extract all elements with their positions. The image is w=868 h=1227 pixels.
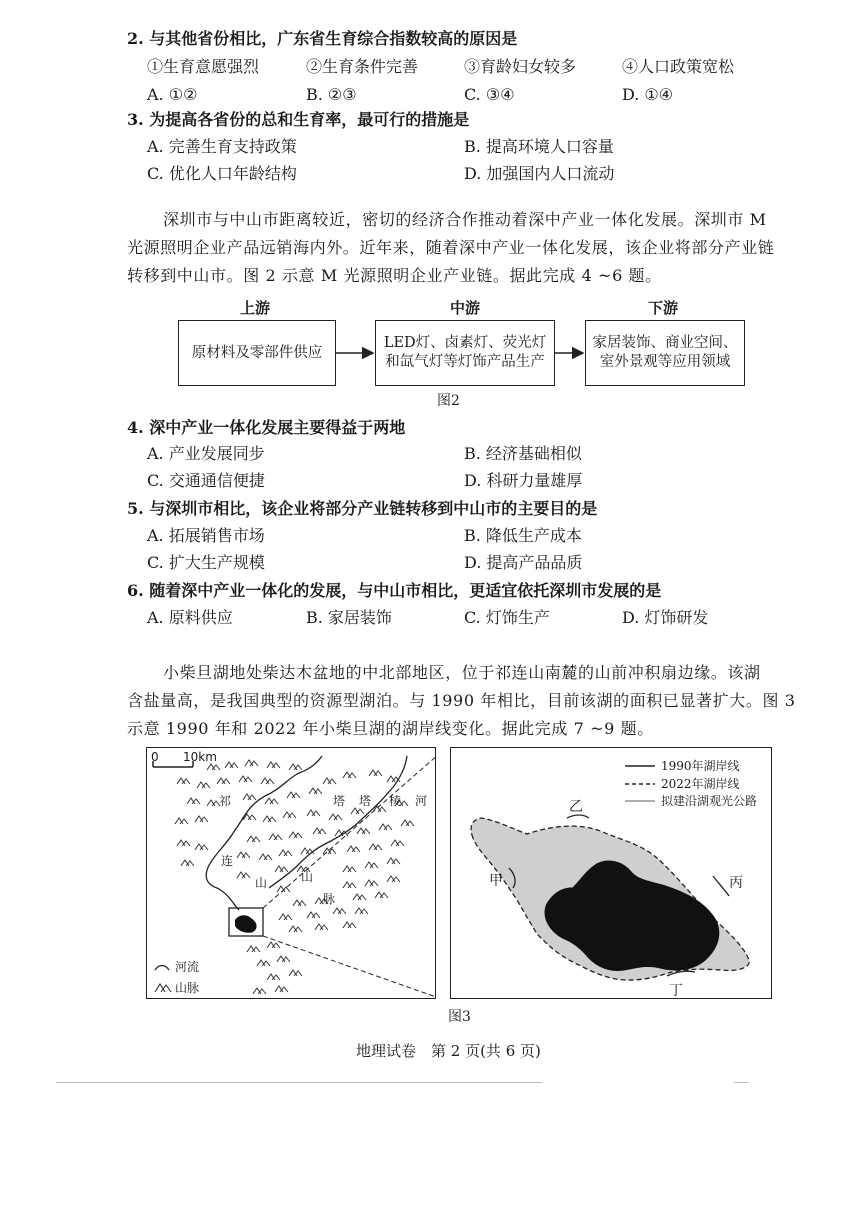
q4-option-d: D. 科研力量雄厚 — [464, 471, 583, 490]
legend-river-label: 河流 — [175, 960, 200, 974]
mountain-symbol — [315, 924, 328, 930]
mountain-symbol — [307, 810, 320, 816]
mountain-symbol — [313, 828, 326, 834]
mountain-symbol — [343, 772, 356, 778]
fig2-box-downstream-line1: 家居装饰、商业空间、 — [592, 335, 738, 351]
legend-road-label: 拟建沿湖观光公路 — [661, 794, 758, 808]
mountain-symbol — [365, 862, 378, 868]
mountain-symbol — [259, 854, 272, 860]
q2-stem: 2. 与其他省份相比，广东省生育综合指数较高的原因是 — [127, 29, 518, 48]
mountain-symbol — [333, 908, 346, 914]
mountain-symbol — [369, 770, 382, 776]
q6-option-b: B. 家居装饰 — [306, 608, 392, 627]
mountain-symbol — [225, 762, 238, 768]
mountain-symbol — [175, 818, 188, 824]
mountain-symbol — [309, 788, 322, 794]
q4-option-c: C. 交通通信便捷 — [147, 471, 265, 490]
map-char-leng: 棱 — [389, 794, 402, 808]
q4-stem: 4. 深中产业一体化发展主要得益于两地 — [127, 418, 406, 437]
mountain-symbol — [375, 892, 388, 898]
mountain-symbol — [237, 872, 250, 878]
passage2-line-1: 小柴旦湖地处柴达木盆地的中北部地区，位于祁连山南麓的山前冲积扇边缘。该湖 — [163, 663, 761, 682]
q3-option-d: D. 加强国内人口流动 — [464, 164, 615, 183]
passage2-line-3: 示意 1990 年和 2022 年小柴旦湖的湖岸线变化。据此完成 7 ~9 题。 — [127, 719, 654, 738]
mountain-symbol — [355, 908, 368, 914]
mountain-symbol — [187, 798, 200, 804]
mountain-symbol — [343, 882, 356, 888]
mountain-symbol — [287, 792, 300, 798]
mountain-symbol — [195, 816, 208, 822]
legend-river-symbol — [155, 966, 169, 971]
map-char-shan1: 山 — [255, 876, 268, 890]
mountain-symbol — [401, 820, 414, 826]
q2-item-1: ①生育意愿强烈 — [147, 57, 260, 76]
mountain-symbol — [217, 778, 230, 784]
q2-option-a: A. ①② — [147, 85, 198, 104]
legend-1990-label: 1990年湖岸线 — [661, 759, 740, 773]
map-char-he: 河 — [415, 794, 428, 808]
scale-label: 10km — [183, 750, 217, 764]
passage2-line-2: 含盐量高，是我国典型的资源型湖泊。与 1990 年相比，目前该湖的面积已显著扩大。图 3 — [127, 691, 796, 710]
fig2-box-upstream-text: 原材料及零部件供应 — [191, 344, 323, 361]
legend-mountain-symbol — [155, 984, 171, 992]
mountain-symbol — [267, 762, 280, 768]
q3-option-a: A. 完善生育支持政策 — [147, 137, 297, 156]
map-char-shan2: 山 — [301, 870, 314, 884]
q3-option-c: C. 优化人口年龄结构 — [147, 164, 297, 183]
loc-ding: 丁 — [669, 983, 683, 999]
mountain-symbol — [277, 886, 290, 892]
loc-bing: 丙 — [729, 875, 743, 891]
map-char-ta1: 塔 — [333, 794, 346, 808]
q6-option-d: D. 灯饰研发 — [622, 608, 709, 627]
q2-option-c: C. ③④ — [464, 85, 515, 104]
mountain-symbol — [243, 794, 256, 800]
q2-option-b: B. ②③ — [306, 85, 357, 104]
fig2-upstream-label: 上游 — [240, 299, 271, 317]
fig3-caption: 图3 — [448, 1009, 471, 1025]
q3-stem: 3. 为提高各省份的总和生育率，最可行的措施是 — [127, 110, 470, 129]
mountain-symbol — [379, 824, 392, 830]
map-char-lian: 连 — [221, 854, 234, 868]
q4-option-b: B. 经济基础相似 — [464, 444, 582, 463]
loc-yi: 乙 — [569, 799, 583, 815]
mountain-symbol — [323, 848, 336, 854]
mountain-symbol — [279, 850, 292, 856]
q6-option-c: C. 灯饰生产 — [464, 608, 550, 627]
q5-option-b: B. 降低生产成本 — [464, 526, 582, 545]
mountain-symbol — [307, 912, 320, 918]
fig2-box-midstream-line2: 和氙气灯等灯饰产品生产 — [385, 354, 545, 370]
mountain-symbol — [267, 942, 280, 948]
mountain-symbol — [275, 986, 288, 992]
footer-rule-right — [734, 1082, 748, 1083]
river-line-2 — [269, 756, 407, 888]
q2-item-2: ②生育条件完善 — [306, 57, 419, 76]
mountain-symbol — [347, 846, 360, 852]
mountain-symbol — [177, 778, 190, 784]
lake-small — [235, 915, 257, 933]
mountain-symbol — [267, 974, 280, 980]
mountain-symbol — [265, 798, 278, 804]
mountain-symbol — [239, 776, 252, 782]
legend-2022-label: 2022年湖岸线 — [661, 777, 740, 791]
mountain-symbol — [247, 836, 260, 842]
mountain-symbol — [343, 866, 356, 872]
q5-option-d: D. 提高产品品质 — [464, 553, 583, 572]
mountain-symbol — [357, 828, 370, 834]
mountain-symbol — [195, 844, 208, 850]
mountain-symbol — [323, 778, 336, 784]
page-footer: 地理试卷 第 2 页(共 6 页) — [356, 1042, 541, 1060]
mountain-symbol — [275, 866, 288, 872]
mountain-symbol — [197, 782, 210, 788]
q6-option-a: A. 原料供应 — [147, 608, 233, 627]
q5-option-c: C. 扩大生产规模 — [147, 553, 265, 572]
mountain-symbol — [247, 946, 260, 952]
q2-item-3: ③育龄妇女较多 — [464, 57, 577, 76]
fig2-box-downstream-line2: 室外景观等应用领域 — [599, 354, 731, 370]
mountain-symbol — [263, 816, 276, 822]
mountain-symbol — [277, 956, 290, 962]
mountain-symbol — [237, 852, 250, 858]
mountain-symbol — [365, 880, 378, 886]
map-char-ta2: 塔 — [359, 794, 372, 808]
q3-option-b: B. 提高环境人口容量 — [464, 137, 614, 156]
fig2-downstream-label: 下游 — [648, 299, 679, 317]
map-char-qi: 祁 — [219, 794, 232, 808]
mountain-symbol — [343, 922, 356, 928]
passage1-line-1: 深圳市与中山市距离较近，密切的经济合作推动着深中产业一体化发展。深圳市 M — [163, 210, 767, 229]
mountain-symbol — [369, 844, 382, 850]
mountain-symbols — [175, 760, 414, 994]
mountain-symbol — [177, 840, 190, 846]
mountain-symbol — [293, 900, 306, 906]
mountain-symbol — [261, 778, 274, 784]
loc-jia: 甲 — [489, 873, 503, 889]
passage1-line-3: 转移到中山市。图 2 示意 M 光源照明企业产业链。据此完成 4 ~6 题。 — [127, 266, 662, 285]
mountain-symbol — [181, 860, 194, 866]
q2-option-d: D. ①④ — [622, 85, 674, 104]
mountain-symbol — [269, 834, 282, 840]
mountain-symbol — [257, 960, 270, 966]
fig3-right-inset — [450, 747, 772, 999]
legend-mountain-label: 山脉 — [175, 981, 200, 995]
q5-stem: 5. 与深圳市相比，该企业将部分产业链转移到中山市的主要目的是 — [127, 499, 598, 518]
q2-item-4: ④人口政策宽松 — [622, 57, 735, 76]
q6-stem: 6. 随着深中产业一体化的发展，与中山市相比，更适宜依托深圳市发展的是 — [127, 581, 662, 600]
mountain-symbol — [279, 914, 292, 920]
fig2-midstream-label: 中游 — [450, 299, 481, 317]
scale-zero: 0 — [151, 750, 159, 764]
map-char-mai: 脉 — [323, 892, 336, 906]
mountain-symbol — [283, 812, 296, 818]
q4-option-a: A. 产业发展同步 — [147, 444, 265, 463]
q5-option-a: A. 拓展销售市场 — [147, 526, 265, 545]
mountain-symbol — [387, 858, 400, 864]
mountain-symbol — [289, 926, 302, 932]
passage1-line-2: 光源照明企业产品远销海内外。近年来，随着深中产业一体化发展，该企业将部分产业链 — [127, 238, 775, 257]
mountain-symbol — [391, 840, 404, 846]
mountain-symbol — [207, 764, 220, 770]
mountain-symbol — [289, 832, 302, 838]
mountain-symbol — [289, 764, 302, 770]
fig2-arrows — [0, 0, 868, 420]
mountain-symbol — [289, 970, 302, 976]
road-segment-bing — [713, 876, 729, 896]
footer-rule-left — [56, 1082, 542, 1083]
fig2-box-midstream-line1: LED灯、卤素灯、荧光灯 — [383, 335, 547, 351]
mountain-symbol — [387, 876, 400, 882]
mountain-symbol — [245, 760, 258, 766]
fig2-caption: 图2 — [437, 393, 460, 409]
mountain-symbol — [253, 988, 266, 994]
fig3-left-map — [146, 747, 436, 999]
mountain-symbol — [353, 894, 366, 900]
mountain-symbol — [329, 814, 342, 820]
